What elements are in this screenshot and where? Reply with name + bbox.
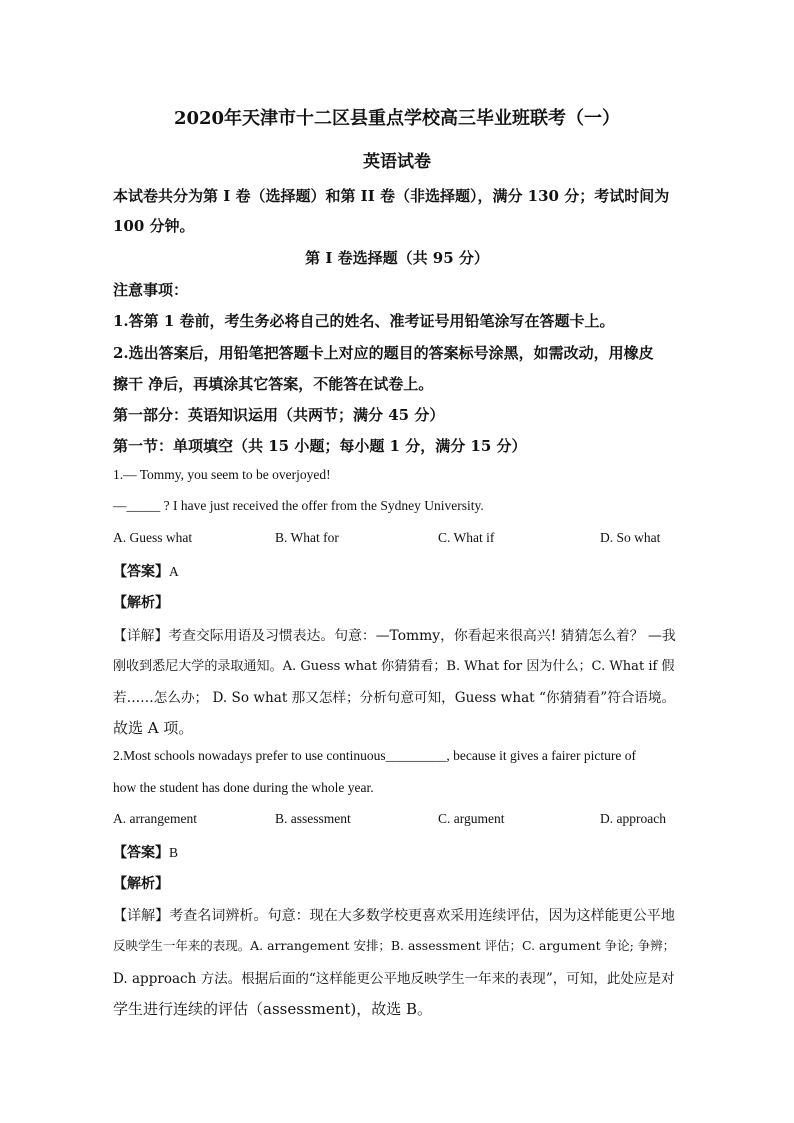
- question-1-answer: [113, 561, 179, 581]
- question-2-option-b: B. assessment: [275, 811, 351, 826]
- answer-value: B: [169, 845, 179, 860]
- notes-heading: 注意事项：: [113, 281, 189, 299]
- question-2-answer: [113, 842, 178, 862]
- section-1-heading: 第一节：单项填空（共 15 小题；每小题 1 分，满分 15 分）: [113, 437, 527, 455]
- question-1-stem-line-2: —_____ ? I have just received the offer from the Sydney University.: [113, 498, 484, 513]
- notes-item-2-line-1: 2.选出答案后，用铅笔把答题卡上对应的题目的答案标号涂黑，如需改动，用橡皮: [113, 344, 654, 362]
- question-1-option-c: C. What if: [438, 530, 495, 545]
- question-1-option-b: B. What for: [275, 530, 339, 545]
- notes-item-1: 1.答第 1 卷前，考生务必将自己的姓名、准考证号用铅笔涂写在答题卡上。: [113, 312, 615, 330]
- part-1-heading: 第一部分：英语知识运用（共两节；满分 45 分）: [113, 406, 445, 424]
- question-1-detail-line-3: 若……怎么办； D. So what 那又怎样；分析句意可知，Guess what “你猜猜看”符合语境。: [113, 690, 676, 706]
- section-heading: 第 I 卷选择题（共 95 分）: [305, 249, 489, 267]
- question-2-detail-line-1: 【详解】考查名词辨析。句意：现在大多数学校更喜欢采用连续评估，因为这样能更公平地: [113, 908, 675, 924]
- question-1-stem-line-1: 1.— Tommy, you seem to be overjoyed!: [113, 467, 331, 482]
- answer-label: 【答案】: [113, 564, 169, 580]
- question-1-option-d: D. So what: [600, 530, 661, 545]
- exam-subtitle: 英语试卷: [363, 152, 431, 172]
- question-1-detail-line-2: 刚收到悉尼大学的录取通知。A. Guess what 你猜猜看；B. What for 因为什么；C. What if 假: [113, 659, 675, 674]
- question-1-option-a: A. Guess what: [113, 530, 193, 545]
- question-1-detail-line-4: 故选 A 项。: [113, 719, 194, 737]
- question-2-option-c: C. argument: [438, 811, 505, 826]
- question-2-detail-line-2: 反映学生一年来的表现。A. arrangement 安排；B. assessment 评估；C. argument 争论; 争辨；: [113, 938, 676, 953]
- question-2-stem-line-2: how the student has done during the whole year.: [113, 780, 374, 795]
- question-2-analysis-label: 【解析】: [113, 876, 169, 892]
- exam-title: 2020年天津市十二区县重点学校高三毕业班联考（一）: [173, 108, 621, 129]
- question-2-detail-line-4: 学生进行连续的评估（assessment)，故选 B。: [113, 1000, 433, 1018]
- question-1-analysis-label: 【解析】: [113, 595, 169, 611]
- question-2-option-a: A. arrangement: [113, 811, 197, 826]
- notes-item-2-line-2: 擦干 净后，再填涂其它答案，不能答在试卷上。: [113, 375, 434, 393]
- intro-line-1: 本试卷共分为第 I 卷（选择题）和第 II 卷（非选择题），满分 130 分；考试时间为: [113, 187, 670, 205]
- answer-value: A: [169, 564, 179, 579]
- answer-label: 【答案】: [113, 845, 169, 861]
- question-1-detail-line-1: 【详解】考查交际用语及习惯表达。句意：—Tommy，你看起来很高兴! 猜猜怎么着？ —我: [113, 628, 676, 644]
- intro-line-2: 100 分钟。: [113, 217, 195, 235]
- question-2-detail-line-3: D. approach 方法。根据后面的“这样能更公平地反映学生一年来的表现”，可知，此处应是对: [113, 971, 675, 987]
- question-2-option-d: D. approach: [600, 811, 666, 826]
- question-2-stem-line-1: 2.Most schools nowadays prefer to use continuous_________, because it gives a fairer picture of: [113, 748, 636, 763]
